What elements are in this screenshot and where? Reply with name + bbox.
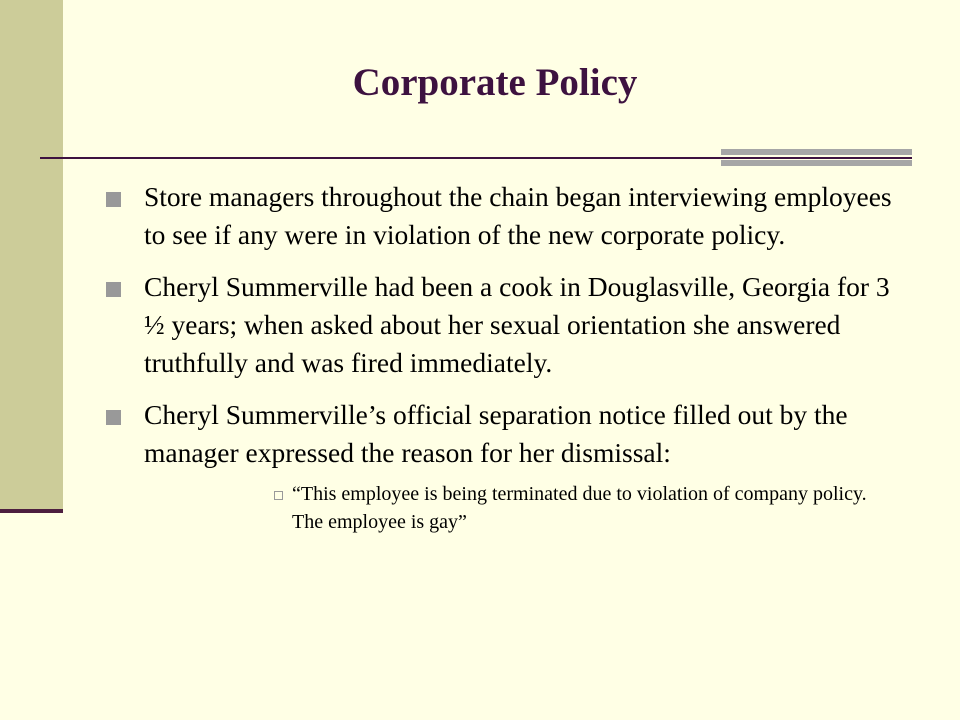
square-bullet-icon — [106, 192, 121, 207]
square-bullet-icon — [106, 282, 121, 297]
bullet-item — [106, 178, 896, 254]
title-rule-gray-accent-lower — [721, 160, 912, 166]
bullet-text: Cheryl Summerville had been a cook in Douglasville, Georgia for 3 ½ years; when asked about her sexual orientation she answered truthfully and was fired immediately. — [144, 271, 890, 378]
bullet-text: Store managers throughout the chain began interviewing employees to see if any were in violation of the new corporate policy. — [144, 181, 892, 250]
sub-bullet-item — [274, 480, 896, 536]
sub-bullet-list — [144, 480, 896, 536]
square-bullet-icon — [106, 410, 121, 425]
left-band-accent-line — [0, 509, 63, 513]
bullet-text: Cheryl Summerville’s official separation notice filled out by the manager expressed the reason for her dismissal: — [144, 399, 848, 468]
slide-title: Corporate Policy — [352, 61, 638, 104]
hollow-square-bullet-icon — [274, 491, 283, 500]
bullet-list — [106, 178, 896, 550]
title-rule-gray-accent — [721, 149, 912, 155]
sub-bullet-text: “This employee is being terminated due to violation of company policy. The employee is gay” — [292, 483, 867, 533]
title-rule — [40, 157, 912, 159]
bullet-item — [106, 396, 896, 536]
bullet-item — [106, 268, 896, 382]
